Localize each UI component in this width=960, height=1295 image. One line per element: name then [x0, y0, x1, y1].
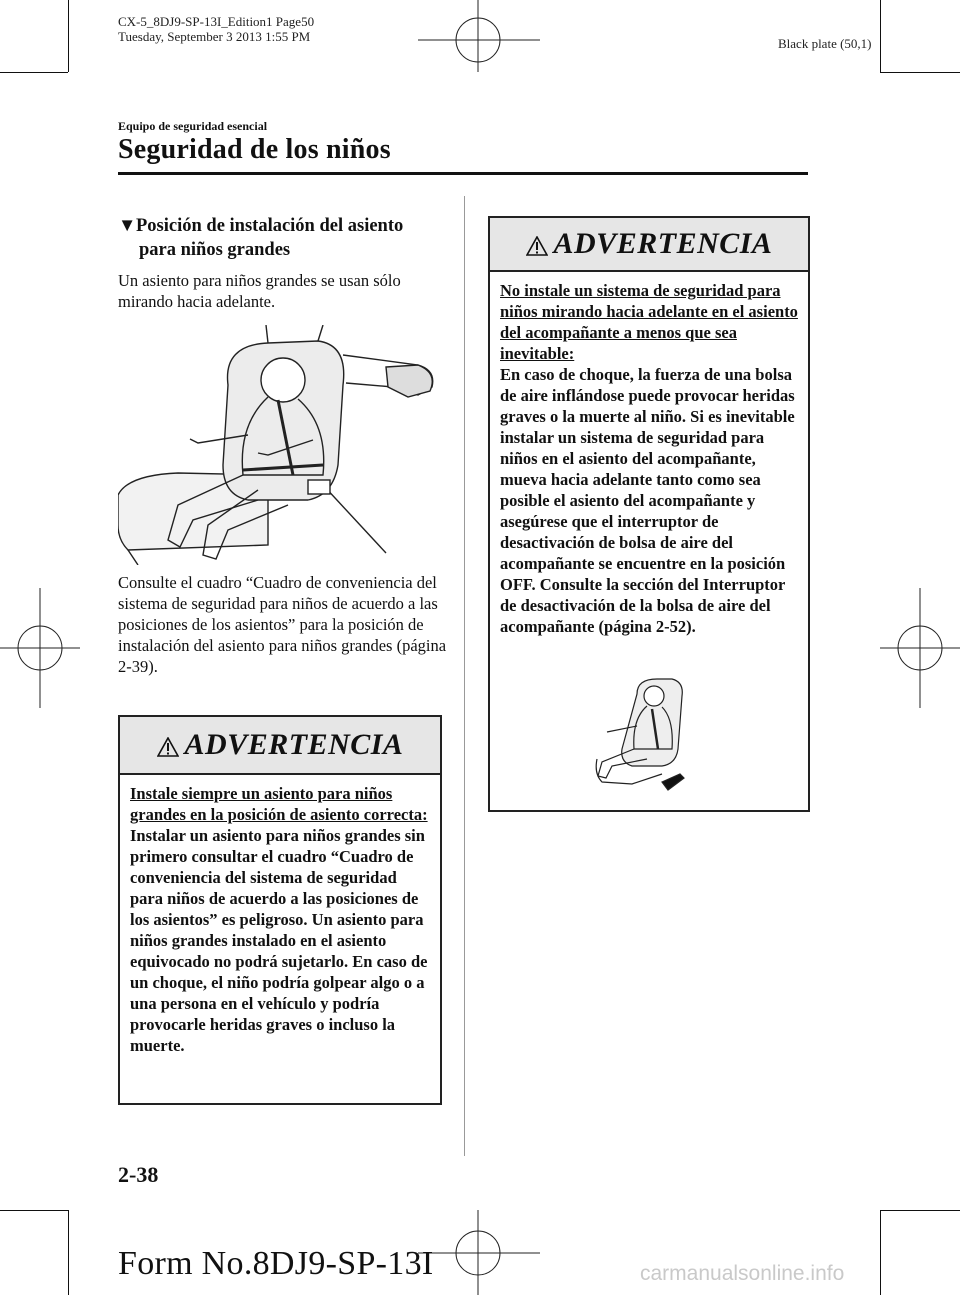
warning-heading	[490, 218, 808, 272]
page-title: Seguridad de los niños	[118, 134, 391, 165]
paragraph-intro: Un asiento para niños grandes se usan sólo mirando hacia adelante.	[118, 271, 401, 311]
paragraph-reference: Consulte el cuadro “Cuadro de conveniencia del sistema de seguridad para niños de acuerdo a las posiciones de los asientos” para la posición de instalación del asiento para niños grandes (página 2-39).	[118, 573, 447, 676]
warning-box-passenger-seat	[488, 216, 810, 812]
warning-box-installation	[118, 715, 442, 1105]
print-meta-line2: Tuesday, September 3 2013 1:55 PM	[118, 29, 311, 44]
print-meta-line1: CX-5_8DJ9-SP-13I_Edition1 Page50	[118, 14, 315, 29]
forward-seat-illustration	[592, 674, 702, 794]
watermark: carmanualsonline.info	[640, 1262, 845, 1285]
warning-triangle-icon	[157, 737, 179, 757]
warning-body	[120, 775, 440, 1066]
warning-underlined-text: Instale siempre un asiento para niños grandes en la posición de asiento correcta:	[130, 784, 428, 824]
form-number: Form No.8DJ9-SP-13I	[118, 1245, 434, 1282]
warning-underlined-text: No instale un sistema de seguridad para niños mirando hacia adelante en el asiento del acompañante a menos que sea inevitable:	[500, 281, 798, 363]
warning-body	[490, 272, 808, 647]
triangle-bullet-icon: ▼	[118, 216, 137, 236]
column-divider	[464, 196, 465, 1156]
plate-label: Black plate (50,1)	[778, 36, 872, 51]
warning-heading-text: ADVERTENCIA	[553, 227, 773, 260]
subheading	[118, 214, 448, 262]
warning-text: Instalar un asiento para niños grandes sin primero consultar el cuadro “Cuadro de conveniencia del sistema de seguridad para niños de acuerdo a las posiciones de los asientos” es peligroso. Un asiento para niños grandes instalado en el asiento equivocado no podrá sujetarlo. En caso de un choque, el niño podría golpear algo o a una persona en el vehículo y podría provocarle heridas graves o incluso la muerte.	[130, 826, 428, 1055]
subheading-line2: para niños grandes	[139, 240, 291, 260]
booster-seat-illustration	[118, 325, 438, 565]
warning-triangle-icon	[526, 236, 548, 256]
warning-heading	[120, 717, 440, 775]
page-number: 2-38	[118, 1162, 159, 1187]
title-rule	[118, 172, 808, 175]
subheading-line1: Posición de instalación del asiento	[136, 216, 404, 236]
section-label: Equipo de seguridad esencial	[118, 119, 268, 133]
warning-text: En caso de choque, la fuerza de una bolsa de aire inflándose puede provocar heridas graves o la muerte al niño. Si es inevitable instalar un sistema de seguridad para niños en el asiento del acompañante, mueva hacia adelante tanto como sea posible el asiento del acompañante y asegúrese que el interruptor de desactivación de bolsa de aire del acompañante se encuentre en la posición OFF. Consulte la sección del Interruptor de desactivación de la bolsa de aire del acompañante (página 2-52).	[500, 365, 795, 636]
warning-heading-text: ADVERTENCIA	[184, 728, 404, 761]
